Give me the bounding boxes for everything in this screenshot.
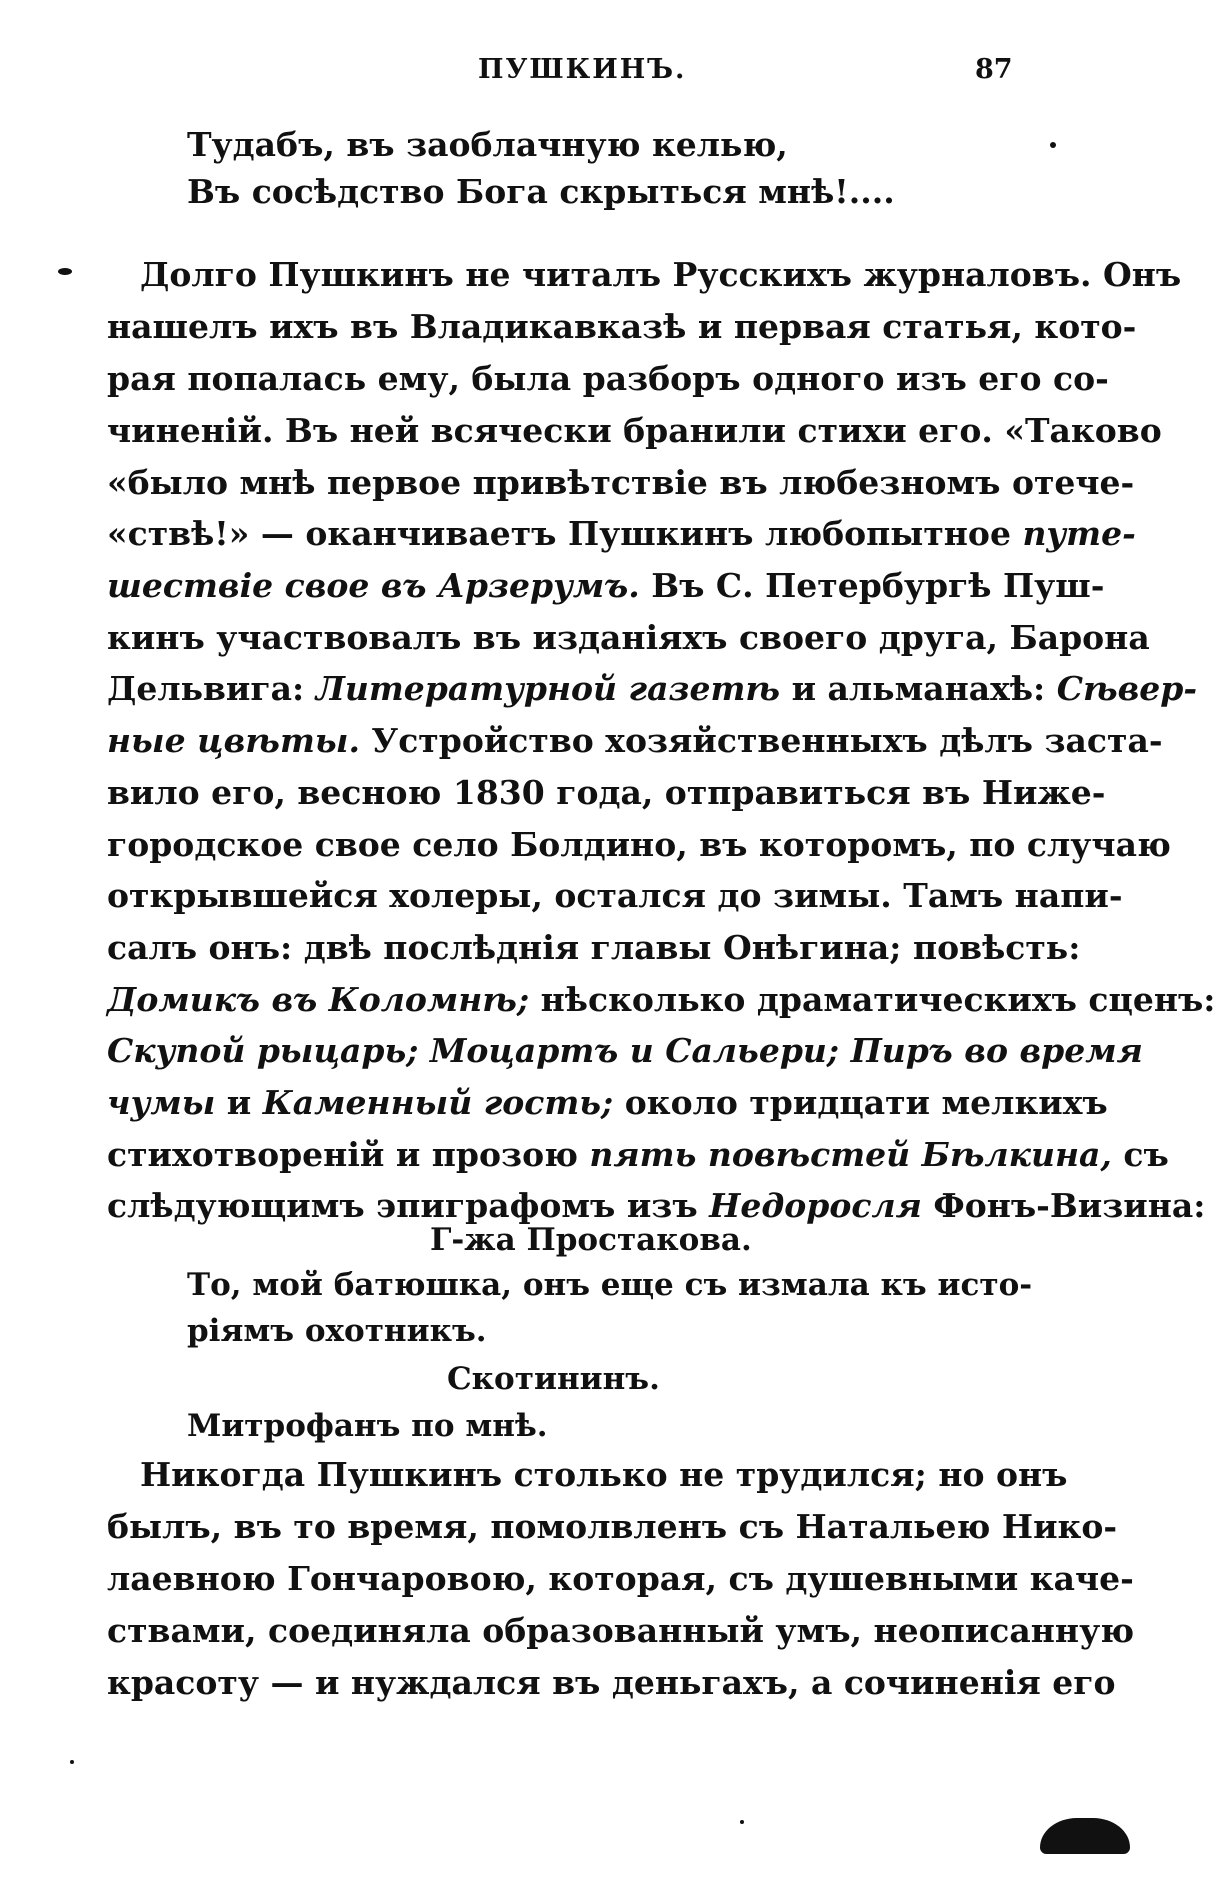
running-title: ПУШКИНЪ. bbox=[478, 54, 687, 85]
text-segment: нашелъ ихъ въ Владикавказѣ и первая статья, кото- bbox=[107, 307, 1137, 346]
ink-speck bbox=[1050, 142, 1056, 148]
italic-text: Литературной газетѣ bbox=[315, 669, 781, 708]
text-segment: чиненій. Въ ней всячески бранили стихи его. «Таково bbox=[107, 411, 1162, 450]
text-segment: открывшейся холеры, остался до зимы. Тамъ напи- bbox=[107, 876, 1123, 915]
italic-text: Каменный гость; bbox=[262, 1083, 614, 1122]
italic-text: пять повѣстей Бѣлкина, bbox=[589, 1135, 1112, 1174]
italic-text: Домикъ въ Коломнѣ; bbox=[107, 980, 530, 1019]
speaker-name: Г-жа Простакова. bbox=[430, 1222, 752, 1258]
text-line bbox=[107, 566, 1105, 605]
text-segment: слѣдующимъ эпиграфомъ изъ bbox=[107, 1186, 710, 1225]
speech-line: Митрофанъ по мнѣ. bbox=[187, 1408, 548, 1444]
text-line bbox=[107, 721, 1163, 760]
ink-speck bbox=[740, 1820, 744, 1824]
text-line bbox=[107, 1083, 1108, 1122]
text-segment: и bbox=[215, 1083, 263, 1122]
text-segment: около тридцати мелкихъ bbox=[613, 1083, 1108, 1122]
text-line bbox=[107, 876, 1123, 915]
text-segment: кинъ участвовалъ въ изданіяхъ своего друга, Барона bbox=[107, 618, 1150, 657]
italic-text: Сѣвер- bbox=[1056, 669, 1198, 708]
text-segment: съ bbox=[1111, 1135, 1169, 1174]
text-segment: и альманахѣ: bbox=[780, 669, 1057, 708]
text-segment: Въ С. Петербургѣ Пуш- bbox=[639, 566, 1105, 605]
text-line bbox=[107, 928, 1081, 967]
text-segment: Фонъ-Визина: bbox=[921, 1186, 1206, 1225]
text-line bbox=[107, 307, 1137, 346]
text-segment: «ствѣ!» — оканчиваетъ Пушкинъ любопытное bbox=[107, 514, 1023, 553]
italic-text: шествіе свое въ Арзерумъ. bbox=[107, 566, 640, 605]
text-line bbox=[107, 773, 1106, 812]
text-line bbox=[107, 825, 1171, 864]
text-line: лаевною Гончаровою, которая, съ душевными каче- bbox=[107, 1559, 1134, 1598]
text-line: былъ, въ то время, помолвленъ съ Натальею Нико- bbox=[107, 1507, 1118, 1546]
text-line bbox=[107, 359, 1109, 398]
text-segment: Устройство хозяйственныхъ дѣлъ заста- bbox=[359, 721, 1163, 760]
text-segment: Долго Пушкинъ не читалъ Русскихъ журналовъ. Онъ bbox=[140, 255, 1182, 294]
text-line bbox=[107, 669, 1198, 708]
text-line bbox=[107, 514, 1136, 553]
italic-text: путе- bbox=[1022, 514, 1136, 553]
text-line bbox=[107, 411, 1162, 450]
text-line bbox=[107, 1186, 1206, 1225]
ink-speck bbox=[70, 1760, 74, 1764]
text-segment: рая попалась ему, была разборъ одного изъ его со- bbox=[107, 359, 1109, 398]
text-segment: стихотвореній и прозою bbox=[107, 1135, 590, 1174]
text-line bbox=[107, 980, 1216, 1019]
page-number: 87 bbox=[975, 54, 1013, 85]
speech-line: ріямъ охотникъ. bbox=[187, 1313, 487, 1349]
text-line bbox=[140, 255, 1182, 294]
text-segment: вило его, весною 1830 года, отправиться въ Ниже- bbox=[107, 773, 1106, 812]
italic-text: чумы bbox=[107, 1083, 216, 1122]
speech-line: То, мой батюшка, онъ еще съ измала къ исто- bbox=[187, 1267, 1033, 1303]
text-segment: «было мнѣ первое привѣтствіе въ любезномъ отече- bbox=[107, 463, 1135, 502]
text-line bbox=[107, 463, 1135, 502]
text-segment: салъ онъ: двѣ послѣднія главы Онѣгина; повѣсть: bbox=[107, 928, 1081, 967]
text-line: ствами, соединяла образованный умъ, неописанную bbox=[107, 1611, 1135, 1650]
text-line bbox=[107, 1135, 1169, 1174]
text-segment: Дельвига: bbox=[107, 669, 316, 708]
text-line bbox=[107, 618, 1150, 657]
text-segment: нѣсколько драматическихъ сценъ: bbox=[529, 980, 1216, 1019]
ink-blot bbox=[1040, 1818, 1130, 1854]
text-line: Никогда Пушкинъ столько не трудился; но онъ bbox=[140, 1455, 1068, 1494]
italic-text: ные цвѣты. bbox=[107, 721, 360, 760]
verse-line: Въ сосѣдство Бога скрыться мнѣ!.... bbox=[187, 172, 895, 211]
ink-speck bbox=[58, 268, 72, 275]
text-line bbox=[107, 1031, 1143, 1070]
italic-text: Скупой рыцарь; Моцартъ и Сальери; Пиръ во время bbox=[107, 1031, 1143, 1070]
text-segment: городское свое село Болдино, въ которомъ, по случаю bbox=[107, 825, 1171, 864]
text-line: красоту — и нуждался въ деньгахъ, а сочиненія его bbox=[107, 1663, 1116, 1702]
verse-line: Тудабъ, въ заоблачную келью, bbox=[187, 125, 788, 164]
italic-text: Недоросля bbox=[709, 1186, 922, 1225]
speaker-name: Скотининъ. bbox=[447, 1361, 660, 1397]
